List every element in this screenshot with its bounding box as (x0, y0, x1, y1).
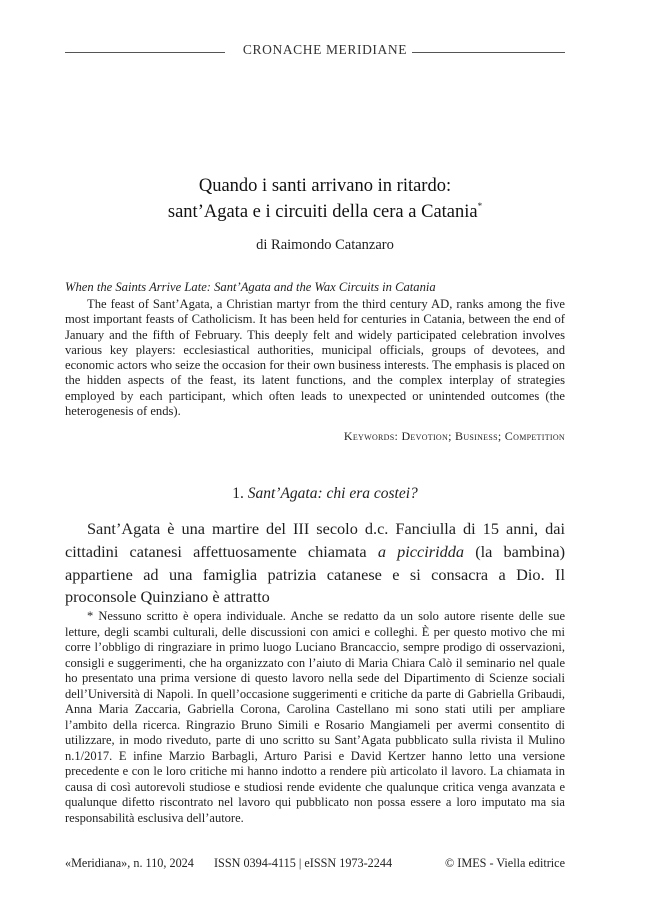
running-header (0, 42, 650, 58)
footnote-text: Nessuno scritto è opera individuale. Anche se redatto da un solo autore risente delle sue letture, degli scambi culturali, delle discussioni con amici e colleghi. È per questo motivo che mi corre l’obbligo di ringraziare in primo luogo Luciano Brancaccio, sempre prodigo di osservazioni, consigli e suggerimenti, che ha organizzato con l’aiuto di Maria Chiara Calò il seminario nel quale ho presentato una prima versione di questo lavoro nella sede del Dipartimento di Scienze sociali dell’Università di Napoli. In quell’occasione suggerimenti e critiche da parte di Gabriella Gribaudi, Anna Maria Zaccaria, Gabriella Corona, Carolina Castellano mi sono stati utili per ampliare l’ambito della ricerca. Ringrazio Bruno Simili e Rosario Mangiameli per avermi consentito di utilizzare, in modo riveduto, parte di uno scritto su Sant’Agata pubblicato sulla rivista il Mulino n.1/2017. E infine Marzio Barbagli, Arturo Parisi e David Kertzer hanno letto una versione precedente e con le loro critiche mi hanno indotto a rendere più articolato il lavoro. La chiamata in causa di così autorevoli studiose e studiosi rende evidente che qualunque critica venga avanzata e qualunque difetto riscontrato nel lavoro qui pubblicato non possa essere a loro imputato ma sia responsabilità esclusiva dell’autore. (65, 609, 565, 825)
section-title: Sant’Agata: chi era costei? (247, 485, 418, 502)
body-text-italic: a picciridda (377, 541, 465, 561)
author-name: Raimondo Catanzaro (271, 237, 394, 253)
keywords (344, 429, 565, 444)
body-paragraph (65, 518, 565, 609)
footnote-marker: * (87, 609, 94, 623)
article-title-line2 (0, 201, 650, 223)
article-title-text: sant’Agata e i circuiti della cera a Catania (167, 202, 478, 222)
running-header-text: CRONACHE MERIDIANE (238, 42, 412, 57)
footnote (65, 609, 565, 826)
footer-journal: «Meridiana», n. 110, 2024 (65, 856, 194, 870)
keywords-label: Keywords: (343, 429, 399, 443)
footer-issn: ISSN 0394-4115 | eISSN 1973-2244 (214, 856, 393, 870)
section-number: 1. (232, 485, 244, 502)
title-footnote-marker: * (477, 201, 483, 211)
keywords-list: Devotion; Business; Competition (401, 429, 565, 443)
abstract-text: The feast of Sant’Agata, a Christian martyr from the third century AD, ranks among the five most important feasts of Catholicism. It has been held for centuries in Catania, between the end of January and the fifth of February. This deeply felt and widely participated celebration involves various key players: ecclesiastical authorities, municipal officials, groups of devotees, and economic actors who seize the occasion for their own business interests. The emphasis is placed on the hidden aspects of the feast, its latent functions, and the complex interplay of strategies employed by each participant, which often leads to unexpected or unintended outcomes (the heterogenesis of ends). (65, 297, 565, 419)
body-text-part1: Sant’Agata è una martire del III secolo d.c. Fanciulla di 15 anni, dai cittadini catanesi affettuosamente chiamata (65, 519, 565, 561)
author-prefix: di (256, 237, 268, 253)
section-heading (0, 485, 650, 503)
footer-publisher: © IMES - Viella editrice (445, 856, 565, 870)
article-title-line1: Quando i santi arrivano in ritardo: (198, 176, 452, 196)
author-line (0, 237, 650, 254)
english-title: When the Saints Arrive Late: Sant’Agata and the Wax Circuits in Catania (65, 280, 436, 294)
body-text-part2: (la bambina) appartiene ad una famiglia patrizia catanese e si consacra a Dio. Il proconsole Quinziano è attratto (65, 541, 566, 607)
